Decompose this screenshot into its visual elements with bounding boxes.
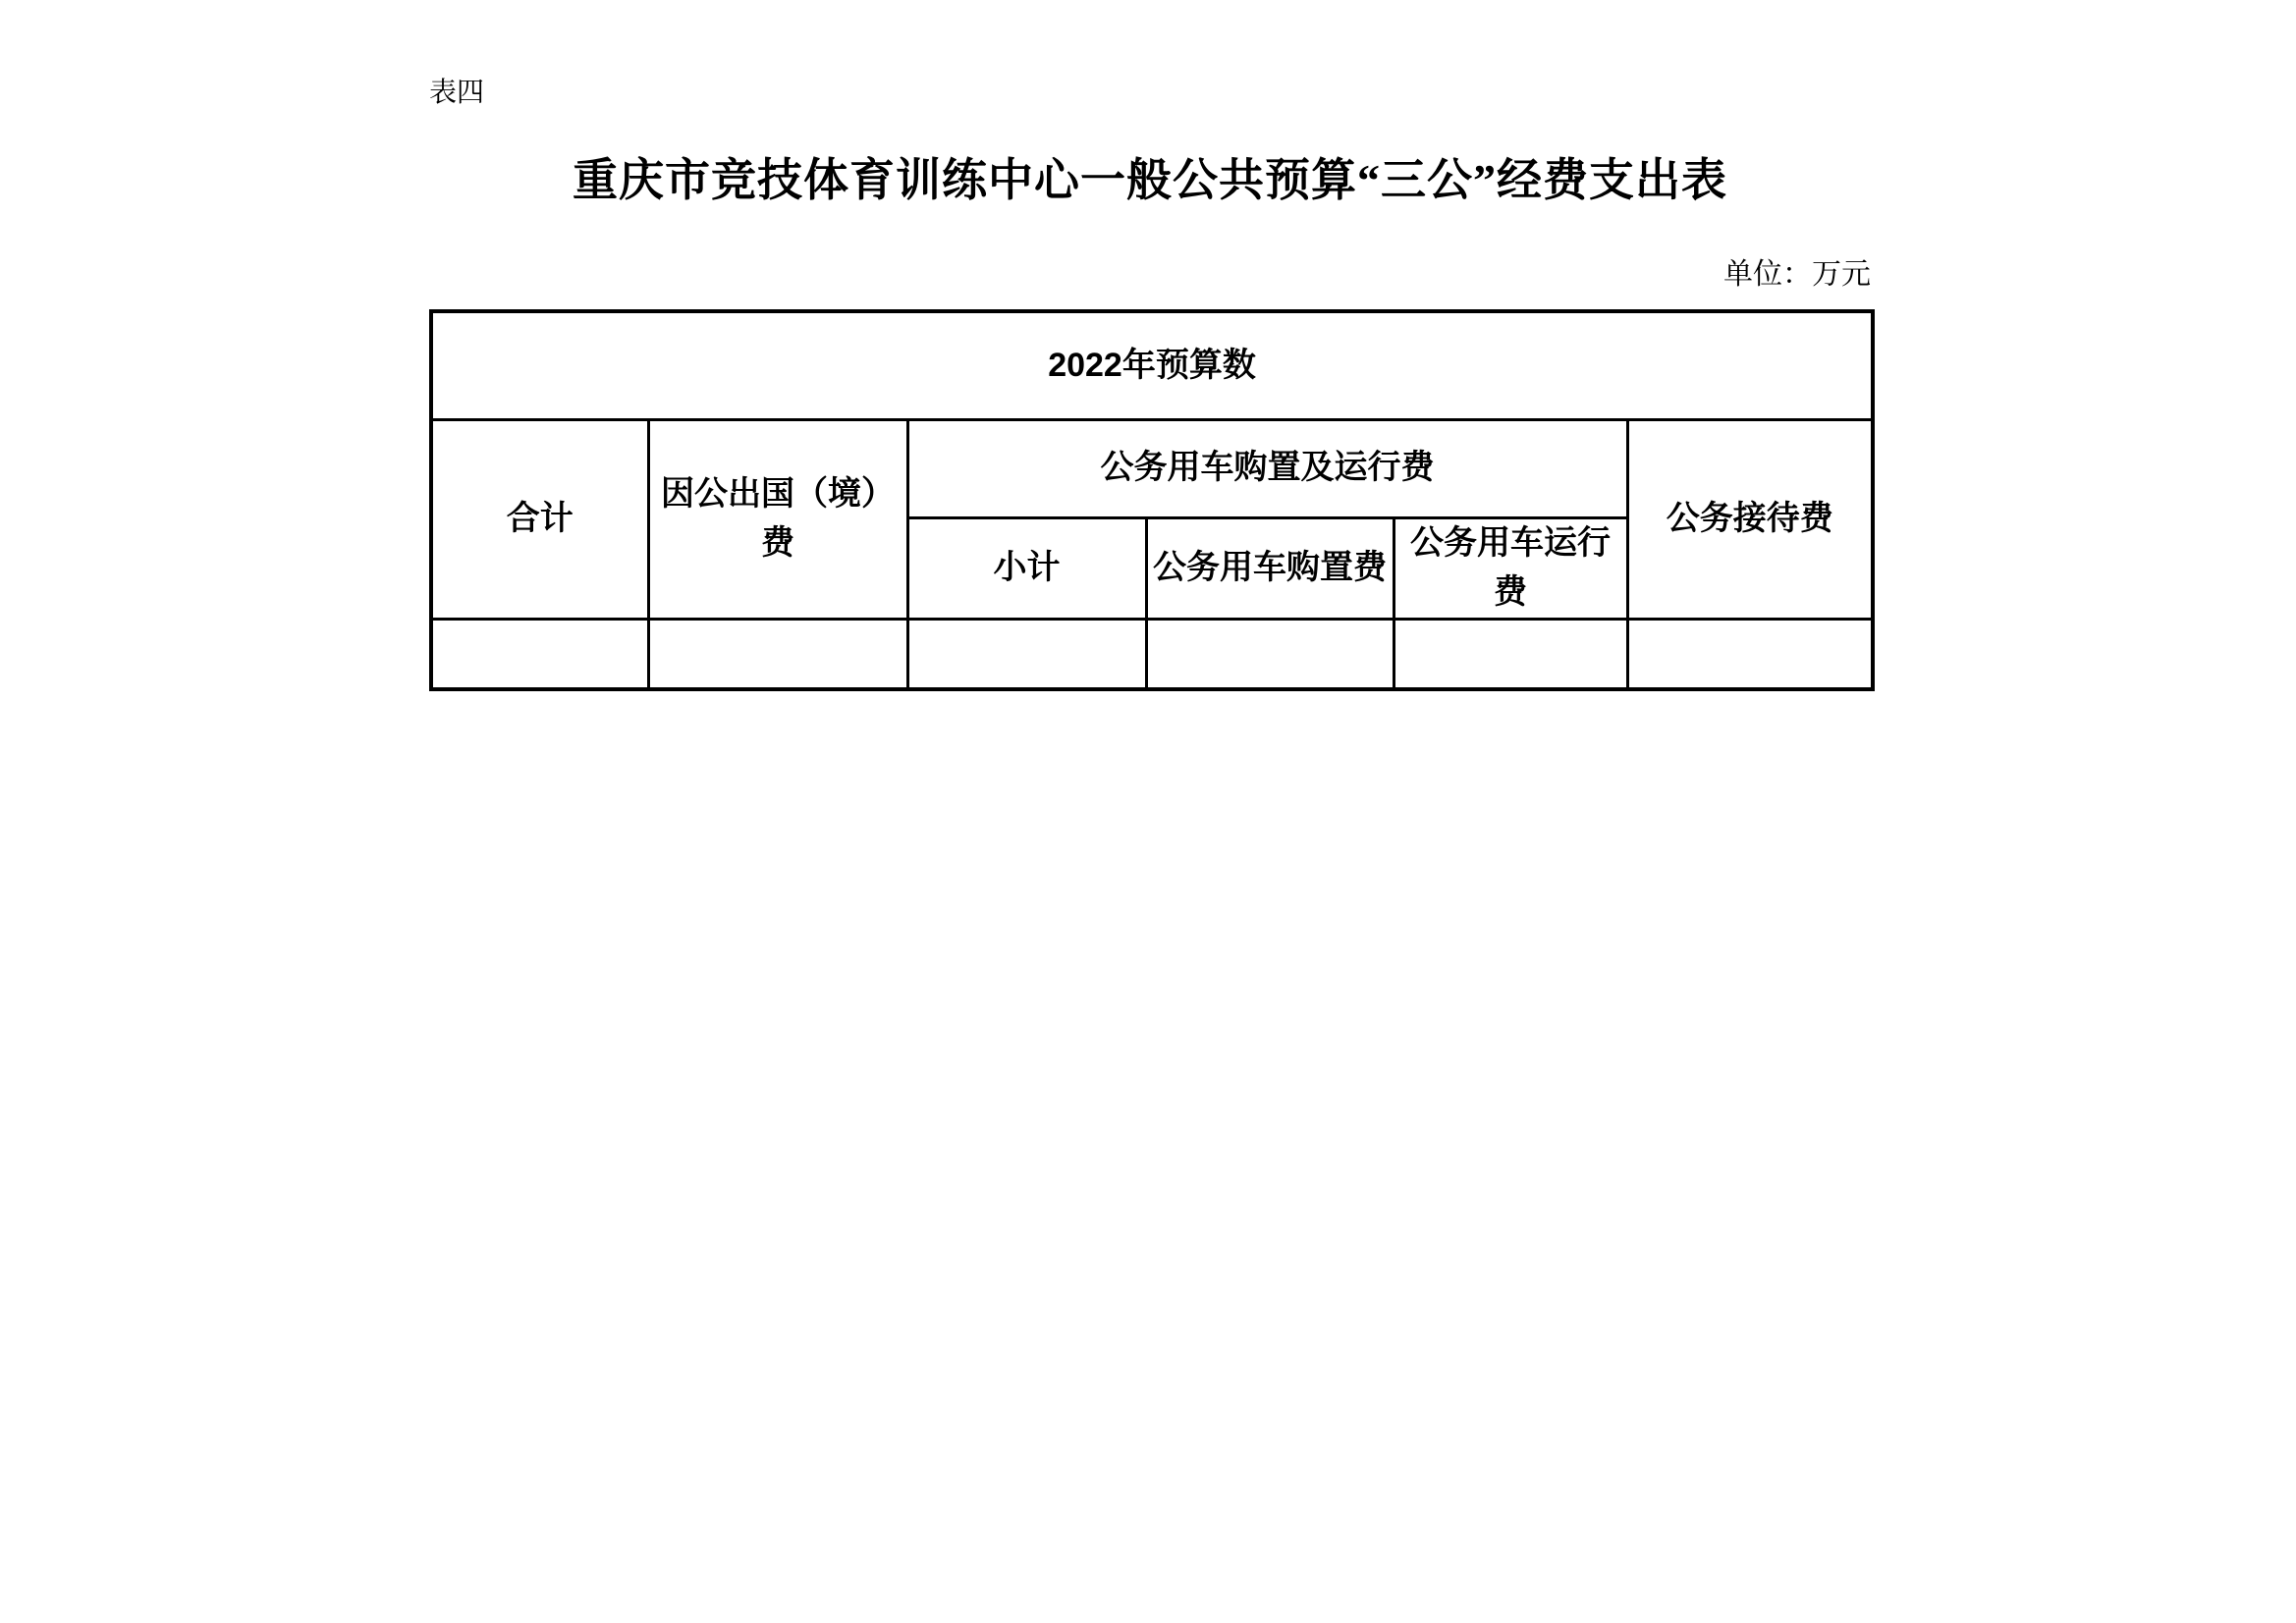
table-row-year bbox=[431, 311, 1873, 419]
header-vehicle-subtotal: 小计 bbox=[907, 517, 1146, 619]
page-title: 重庆市竞技体育训练中心一般公共预算“三公”经费支出表 bbox=[573, 155, 1727, 205]
value-reception bbox=[1627, 619, 1873, 689]
header-vehicle-purchase: 公务用车购置费 bbox=[1146, 517, 1394, 619]
header-vehicle-operation bbox=[1394, 517, 1627, 619]
header-vehicle-operation-label: 公务用车运行费 bbox=[1410, 524, 1611, 611]
value-vehicle-operation bbox=[1394, 619, 1627, 689]
year-header-cell: 2022年预算数 bbox=[431, 311, 1873, 419]
budget-table bbox=[429, 309, 1875, 691]
header-total: 合计 bbox=[431, 419, 648, 619]
header-abroad bbox=[648, 419, 907, 619]
value-abroad bbox=[648, 619, 907, 689]
value-total bbox=[431, 619, 648, 689]
value-vehicle-purchase bbox=[1146, 619, 1394, 689]
sheet-label: 表四 bbox=[429, 78, 485, 108]
value-vehicle-subtotal bbox=[907, 619, 1146, 689]
table-row-header-1 bbox=[431, 419, 1873, 517]
header-abroad-label: 因公出国（境）费 bbox=[661, 475, 895, 562]
table-row-data bbox=[431, 619, 1873, 689]
header-vehicle-group: 公务用车购置及运行费 bbox=[907, 419, 1627, 517]
unit-note: 单位：万元 bbox=[1723, 258, 1871, 291]
header-reception: 公务接待费 bbox=[1627, 419, 1873, 619]
